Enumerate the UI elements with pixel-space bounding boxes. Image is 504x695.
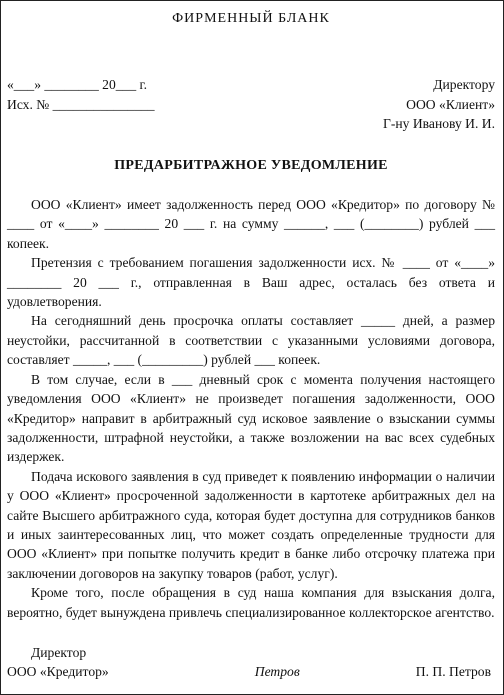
- signer-full-name: П. П. Петров: [415, 664, 491, 680]
- addressee-company: ООО «Клиент»: [406, 96, 495, 112]
- header-row-number: [7, 95, 495, 114]
- signer-company: ООО «Кредитор»: [7, 664, 109, 680]
- signature-row: [7, 662, 495, 681]
- paragraph-consequences: Подача искового заявления в суд приведет к появлению информации о наличии у ООО «Клиент» просроченной задолженности в картотеке арбитражных дел на сайте Высшего арбитражного суда, которая будет доступна для сотрудников банков и иных заинтересованных лиц, что может создать определенные трудности для ООО «Клиент» при попытке получить кредит в банке либо отсрочку платежа при заключении договоров на закупку товаров (работ, услуг).: [7, 468, 495, 581]
- paragraph-penalty: На сегодняшний день просрочка оплаты составляет _____ дней, а размер неустойки, рассчитанной в соответствии с указанными условиями договора, составляет _____, ___ (_________) рублей ___ копеек.: [7, 313, 495, 368]
- header-row-date: [7, 75, 495, 94]
- paragraph-claim: Претензия с требованием погашения задолженности исх. № ____ от «____» ________ 20 ___ г., отправленная в Ваш адрес, осталась без ответа и удовлетворения.: [7, 255, 495, 310]
- addressee-name: Г-ну Иванову И. И.: [383, 116, 495, 132]
- handwritten-signature: Петров: [254, 664, 300, 680]
- paragraph-collectors: Кроме того, после обращения в суд наша компания для взыскания долга, вероятно, будет вынуждена привлечь специализированное коллекторское агентство.: [7, 585, 495, 620]
- letterhead-title: ФИРМЕННЫЙ БЛАНК: [172, 11, 330, 26]
- paragraph-court-warning: В том случае, если в ___ дневный срок с момента получения настоящего уведомления ООО «Клиент» не произведет погашения задолженности, ООО «Кредитор» направит в арбитражный суд исковое заявление о взыскании суммы задолженности, штрафной неустойки, а также возложении на вас всех судебных издержек.: [7, 371, 495, 465]
- outgoing-number: Исх. № _______________: [7, 96, 155, 112]
- addressee-position: Директору: [433, 77, 495, 93]
- paragraph-debt: ООО «Клиент» имеет задолженность перед ООО «Кредитор» по договору № ____ от «____» ________ 20 ___ г. на сумму ______, ___ (________) рублей ___ копеек.: [7, 197, 495, 251]
- signer-position: Директор: [31, 644, 87, 660]
- date-line: «___» ________ 20___ г.: [7, 77, 147, 93]
- document-title: ПРЕДАРБИТРАЖНОЕ УВЕДОМЛЕНИЕ: [114, 157, 388, 173]
